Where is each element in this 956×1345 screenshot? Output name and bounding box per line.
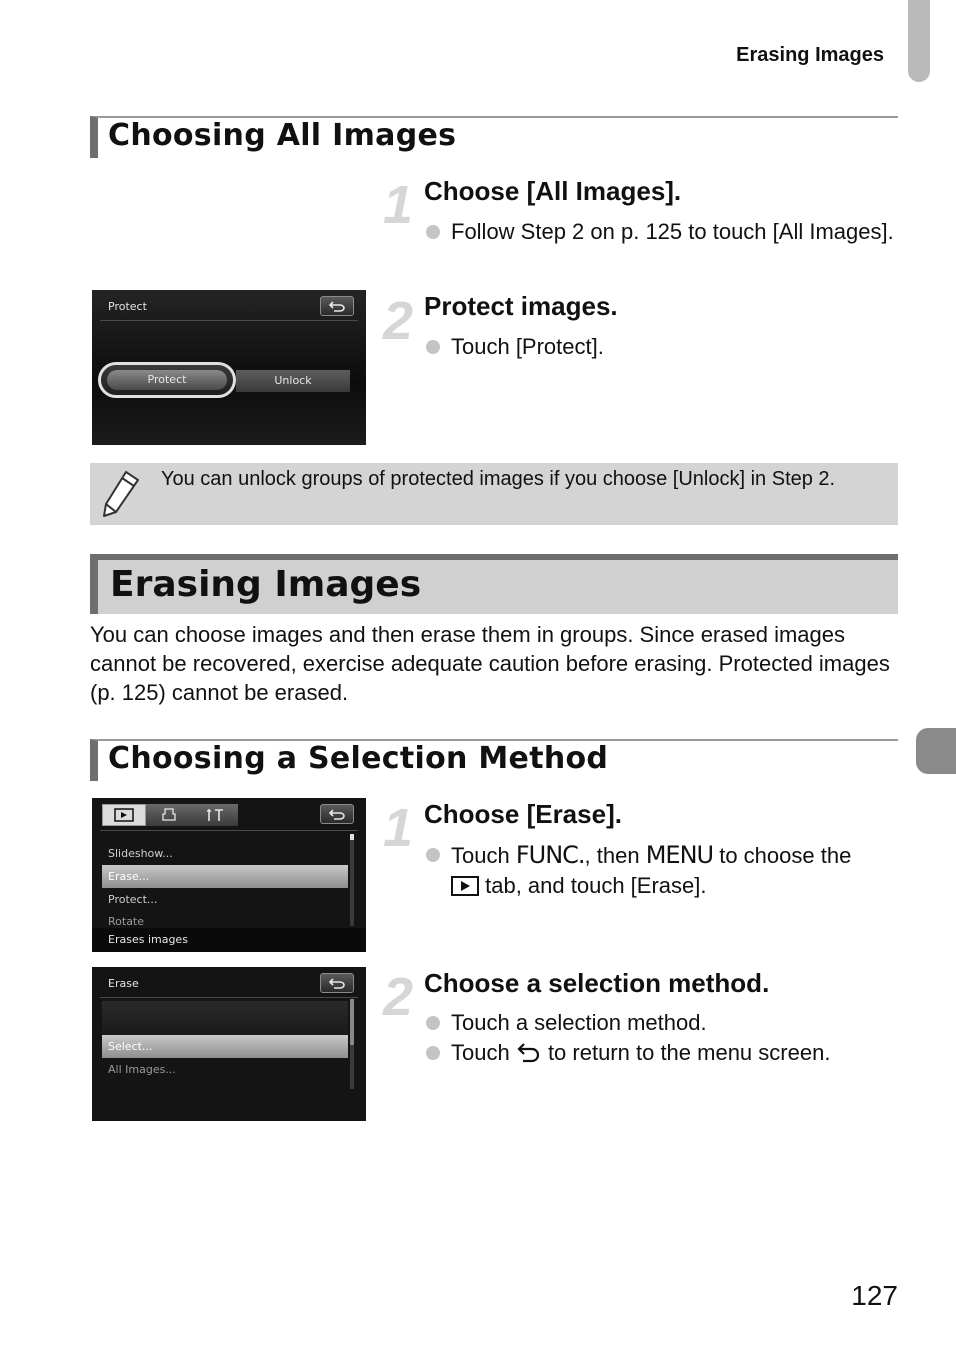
bullet-dot-icon	[426, 340, 440, 354]
step-title: Choose [All Images].	[424, 176, 682, 206]
playback-tab	[102, 804, 146, 826]
menu-list	[102, 1035, 348, 1081]
back-button	[320, 296, 354, 316]
menu-item-select: Select...	[102, 1035, 348, 1058]
step-title: Choose [Erase].	[424, 799, 622, 829]
settings-tools-icon	[205, 808, 225, 822]
step-title: Choose a selection method.	[424, 968, 770, 998]
bullet-dot-icon	[426, 848, 440, 862]
page-number: 127	[851, 1280, 898, 1311]
intro-paragraph: You can choose images and then erase them in groups. Since erased images cannot be recovered, exercise adequate caution before erasing. Protected images (p. 125) cannot be erased.	[90, 622, 890, 705]
unlock-option-button: Unlock	[236, 370, 350, 392]
section-heading-choosing-selection-method	[90, 739, 898, 781]
return-arrow-icon	[328, 977, 346, 989]
scrollbar	[350, 999, 354, 1089]
settings-tab	[192, 804, 238, 826]
pencil-icon	[100, 468, 142, 520]
menu-item-protect: Protect...	[108, 893, 158, 906]
thumb-tab	[908, 0, 930, 82]
screen-footer	[92, 928, 366, 952]
page-title-bar	[90, 554, 898, 614]
playback-icon	[114, 808, 134, 822]
screen-divider	[100, 320, 358, 321]
scrollbar-thumb	[350, 999, 354, 1045]
step-bullet	[426, 1038, 896, 1068]
step-number: 2	[382, 967, 414, 1027]
menu-empty-row	[102, 1001, 348, 1035]
screen-title: Erase	[108, 977, 139, 990]
protect-option-button: Protect	[107, 370, 227, 390]
bullet-text: Touch to return to the menu screen.	[451, 1040, 831, 1065]
return-arrow-icon	[328, 808, 346, 820]
step-title: Protect images.	[424, 291, 618, 321]
screen-divider	[100, 830, 358, 831]
return-arrow-icon	[328, 300, 346, 312]
menu-item-slideshow: Slideshow...	[108, 847, 173, 860]
section-heading-text: Choosing All Images	[108, 118, 457, 153]
screen-divider	[100, 997, 358, 998]
chapter-tab	[916, 728, 956, 774]
bullet-text: Touch [Protect].	[451, 334, 604, 359]
scrollbar	[350, 834, 354, 926]
menu-button-label: MENU	[645, 841, 714, 869]
page-title: Erasing Images	[110, 564, 422, 605]
step-bullet	[426, 217, 896, 247]
bullet-dot-icon	[426, 225, 440, 239]
bullet-dot-icon	[426, 1046, 440, 1060]
func-button-label: FUNC.	[515, 841, 585, 869]
protect-option-highlight	[98, 362, 236, 398]
camera-screen-menu	[92, 798, 366, 952]
menu-item-all-images: All Images...	[108, 1063, 176, 1076]
bullet-text: Touch a selection method.	[451, 1010, 707, 1035]
return-arrow-icon	[516, 1042, 542, 1064]
back-button	[320, 973, 354, 993]
screen-footer-text: Erases images	[108, 933, 188, 946]
playback-tab-icon	[451, 876, 479, 896]
running-header: Erasing Images	[736, 44, 884, 66]
section-heading-text: Choosing a Selection Method	[108, 741, 609, 776]
step-bullet	[426, 332, 896, 362]
menu-item-rotate: Rotate	[108, 915, 145, 928]
screen-title: Protect	[108, 300, 147, 313]
section-heading-choosing-all-images	[90, 116, 898, 158]
menu-item-erase: Erase...	[102, 865, 348, 888]
step-number: 2	[382, 291, 414, 351]
print-tab	[146, 804, 192, 826]
scrollbar-thumb	[350, 834, 354, 840]
camera-screen-protect	[92, 290, 366, 445]
bullet-text: Follow Step 2 on p. 125 to touch [All Images].	[451, 219, 894, 244]
camera-screen-erase	[92, 967, 366, 1121]
step-number: 1	[382, 798, 414, 858]
note-text: You can unlock groups of protected images if you choose [Unlock] in Step 2.	[161, 468, 836, 490]
menu-list	[102, 842, 348, 928]
back-button	[320, 804, 354, 824]
step-bullet	[426, 1008, 896, 1038]
step-bullet	[426, 840, 896, 901]
bullet-text: Touch FUNC., then MENU to choose the tab, and touch [Erase].	[451, 841, 852, 898]
step-number: 1	[382, 175, 414, 235]
print-icon	[161, 808, 177, 822]
bullet-dot-icon	[426, 1016, 440, 1030]
